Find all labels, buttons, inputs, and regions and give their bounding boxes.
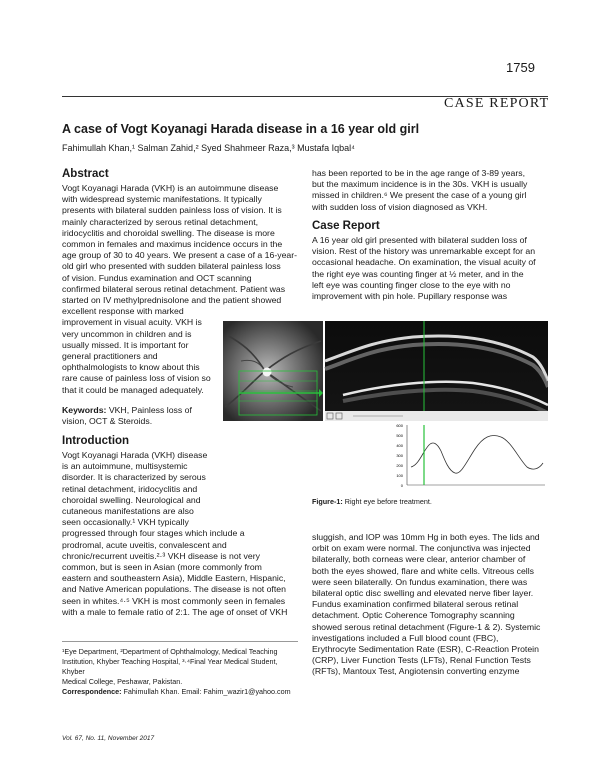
footnotes [62,647,298,697]
axis-tick: 300 [396,453,403,458]
abstract-text [62,183,298,306]
body-line: orbit on exam were normal. The conjunctiva was injected [312,543,531,554]
figure-caption-label: Figure-1: [312,497,343,506]
abstract-text-narrow [62,306,212,396]
page-number: 1759 [506,60,535,75]
introduction-line: progressed through four stages which include a [62,528,245,539]
body-line: both the eyes showed, flare and white cells. Vitreous cells [312,565,534,576]
body-line: sluggish, and IOP was 10mm Hg in both eyes. The lids and [312,532,540,542]
abstract-line: Vogt Koyanagi Harada (VKH) is an autoimmune disease [62,183,279,193]
introduction-line: choroidal swelling. Neurological and [62,494,201,505]
body-line: detachment. Optic Coherence Tomography scanning [312,610,515,621]
case-report-heading: Case Report [312,220,380,232]
keywords-text: VKH, Painless loss of [106,405,192,415]
introduction-line: cutaneous manifestations are also [62,506,194,517]
affiliation-line: ¹Eye Department, ²Department of Ophthalmology, Medical Teaching [62,647,278,656]
abstract-line: presents with bilateral sudden painless loss of vision. It is [62,205,282,216]
axis-tick: 400 [396,443,403,448]
abstract-heading: Abstract [62,168,109,180]
axis-tick: 100 [396,473,403,478]
thickness-profile-chart [325,421,548,489]
section-label: CASE REPORT [444,96,550,111]
abstract-line: excellent response with marked [62,306,184,317]
abstract-line: general practitioners and [62,351,158,362]
body-line: Fundus examination confirmed bilateral serous retinal [312,599,519,610]
case-report-line: the right eye was counting finger at ½ meter, and in the [312,268,524,279]
footnote-rule [62,641,298,642]
case-report-line: vision. Rest of the history was unremarkable except for an [312,246,536,257]
abstract-line: of vision. Fundus examination and OCT scanning [62,272,252,283]
body-line: showed serous retinal detachment (Figure-1 & 2). Systemic [312,621,541,632]
figure-caption-text: Right eye before treatment. [342,497,432,506]
introduction-line: seen in whites.⁴·⁵ VKH is most commonly seen in females [62,595,286,606]
body-line: (CRP), Liver Function Tests (LFTs), Renal Function Tests [312,655,531,666]
body-line: (RFTs), Mantoux Test, Angiotensin converting enzyme [312,666,520,677]
body-line: missed in children.⁶ We present the case of a young girl [312,190,527,201]
axis-tick: 600 [396,423,403,428]
introduction-line: common, but is seen in Asian (more commonly from [62,562,262,573]
body-line: bilaterally, both corneas were clear, anterior chamber of [312,554,526,565]
abstract-line: improvement in visual acuity. VKH is [62,317,202,328]
case-report-line: improvement with pin hole. Pupillary response was [312,291,508,302]
article-title: A case of Vogt Koyanagi Harada disease in a 16 year old girl [62,122,420,136]
journal-citation: Vol. 67, No. 11, November 2017 [62,735,155,742]
case-report-text [312,235,548,302]
introduction-line: chronic/recurrent uveitis.²·³ VKH disease is not very [62,550,260,561]
case-report-line: A 16 year old girl presented with bilateral sudden loss of [312,235,527,245]
case-report-line: left eye was counting finger close to the eye with no [312,279,511,290]
introduction-line: with a male to female ratio of 2:1. The age of onset of VKH [62,606,288,617]
abstract-line: confirmed bilateral serous retinal detachment. Patient was [62,283,286,294]
keywords [62,405,212,427]
fundus-photo [223,321,323,421]
abstract-line: common in females and maximus incidence occurs in the [62,239,283,250]
abstract-line: that it could be managed adequately. [62,384,204,395]
figure-1 [223,321,548,489]
case-report-section [312,220,548,302]
axis-tick: 200 [396,463,403,468]
abstract-line: old girl who presented with sudden bilateral painless loss [62,261,281,272]
right-column-intro-continued [312,168,548,213]
introduction-line: disorder. It is characterized by serous [62,472,206,483]
keywords-text: vision, OCT & Steroids. [62,416,153,427]
introduction-line: retinal detachment, iridocyclitis and [62,483,198,494]
introduction-text-narrow [62,450,212,528]
abstract-line: started on IV methylprednisolone and the patient showed [62,295,282,306]
article-authors: Fahimullah Khan,¹ Salman Zahid,² Syed Shahmeer Raza,³ Mustafa Iqbal⁴ [62,143,356,153]
introduction-line: seen occasionally.¹ VKH typically [62,517,189,528]
keywords-label: Keywords: [62,405,107,415]
introduction-line: is an autoimmune, multisystemic [62,461,188,472]
correspondence-label: Correspondence: [62,687,122,696]
affiliation-line: Institution, Khyber Teaching Hospital, ³·⁴Final Year Medical Student, Khyber [62,657,278,676]
abstract-line: iridocyclitis and choroidal swelling. The disease is more [62,227,275,238]
axis-tick: 500 [396,433,403,438]
abstract-line: with widespread systemic manifestations. It typically [62,194,262,205]
case-report-line: occasional headache. On examination, the visual acuity of [312,257,536,268]
abstract-line: ophthalmologists to know about this [62,362,200,373]
body-line: bilateral optic disc swelling and elevated nerve fiber layer. [312,588,534,599]
body-line: with sudden loss of vision diagnosed as VKH. [312,201,488,212]
introduction-line: eastern and southeastern Asia), Middle Eastern, Hispanic, [62,573,286,584]
figure-caption [312,497,432,506]
correspondence-text: Fahimullah Khan. Email: Fahim_wazir1@yahoo.com [121,687,291,696]
abstract-line: usually missed. It is important for [62,339,189,350]
body-line: has been reported to be in the age range of 3-89 years, [312,168,525,178]
affiliation-line: Medical College, Peshawar, Pakistan. [62,677,183,686]
right-column-case-continued [312,532,548,678]
oct-scan [325,321,548,421]
introduction-line: Vogt Koyanagi Harada (VKH) disease [62,450,208,460]
correspondence [62,687,298,697]
abstract-line: very uncommon in children and is [62,328,192,339]
abstract-line: age group of 30 to 40 years. We present a case of a 16-year- [62,250,298,261]
body-line: were seen bilaterally. On fundus examination, there was [312,576,528,587]
abstract-line: rare cause of painless loss of vision so [62,373,211,384]
figure-1-image [223,321,548,489]
body-line: investigations included a Full blood count (FBC), [312,632,499,643]
body-line: Erythrocyte Sedimentation Rate (ESR), C-Reaction Protein [312,644,539,655]
body-line: but the maximum incidence is in the 30s. VKH is usually [312,179,528,190]
introduction-line: prodromal, acute uveitis, convalescent and [62,539,227,550]
abstract-line: mainly characterized by serous retinal detachment, [62,216,259,227]
introduction-text [62,528,298,618]
introduction-line: and Native American populations. The disease is not often [62,584,286,595]
axis-tick: 0 [400,483,403,488]
introduction-heading: Introduction [62,435,130,447]
